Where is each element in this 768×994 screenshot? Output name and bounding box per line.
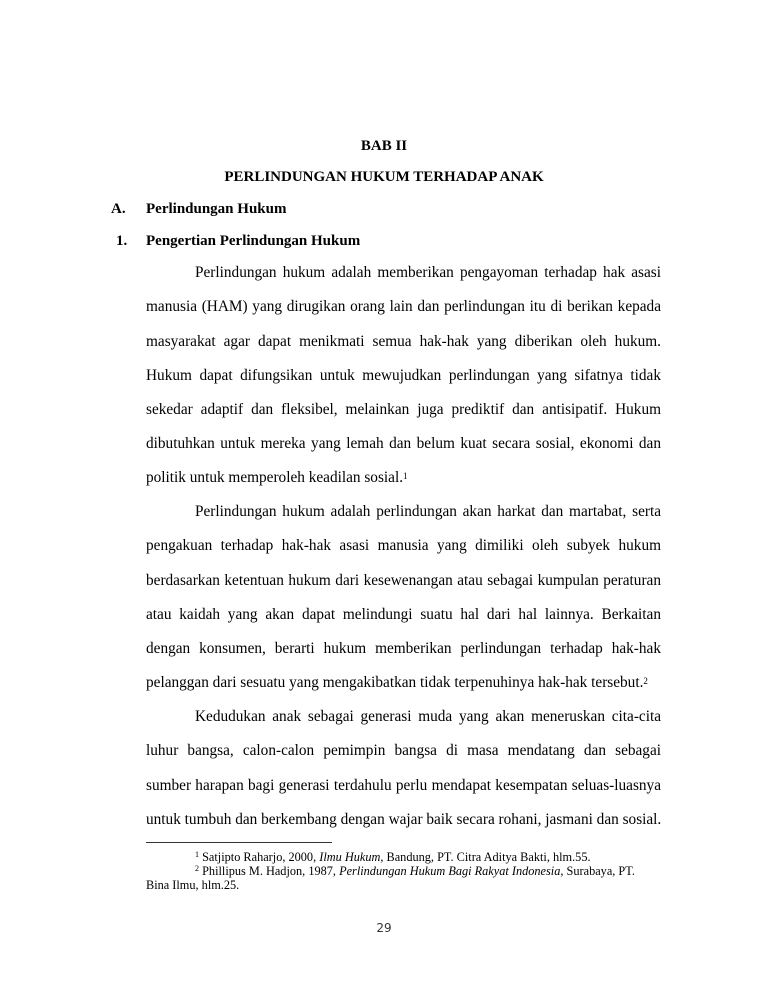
paragraph-line: Perlindungan hukum adalah perlindungan akan harkat dan martabat, serta <box>195 503 661 520</box>
footnote-text: , Bandung, PT. Citra Aditya Bakti, hlm.55. <box>380 850 591 864</box>
paragraph-line: dengan konsumen, berarti hukum memberikan perlindungan terhadap hak-hak <box>146 640 661 657</box>
paragraph-line: Perlindungan hukum adalah memberikan pengayoman terhadap hak asasi <box>195 264 661 281</box>
paragraph-line: atau kaidah yang akan dapat melindungi suatu hal dari hal lainnya. Berkaitan <box>146 606 661 623</box>
paragraph-text: pelanggan dari sesuatu yang mengakibatkan tidak terpenuhinya hak-hak tersebut. <box>146 674 644 691</box>
paragraph-line: manusia (HAM) yang dirugikan orang lain dan perlindungan itu di berikan kepada <box>146 298 661 315</box>
paragraph-line: sekedar adaptif dan fleksibel, melainkan juga prediktif dan antisipatif. Hukum <box>146 401 661 418</box>
footnote-text: Phillipus M. Hadjon, 1987, <box>202 864 340 878</box>
footnote-ref-2[interactable]: 2 <box>643 676 648 686</box>
footnote-title: Perlindungan Hukum Bagi Rakyat Indonesia <box>339 864 561 878</box>
paragraph-text: politik untuk memperoleh keadilan sosial. <box>146 469 404 486</box>
footnote-separator <box>146 842 332 843</box>
paragraph-line: sumber harapan bagi generasi terdahulu perlu mendapat kesempatan seluas-luasnya <box>146 777 661 794</box>
paragraph-line: pengakuan terhadap hak-hak asasi manusia yang dimiliki oleh subyek hukum <box>146 537 661 554</box>
paragraph-line: Kedudukan anak sebagai generasi muda yang akan meneruskan cita-cita <box>195 708 661 725</box>
footnote-1 <box>195 850 591 864</box>
paragraph-line: dibutuhkan untuk mereka yang lemah dan belum kuat secara sosial, ekonomi dan <box>146 435 661 452</box>
page-number: 29 <box>376 921 392 935</box>
paragraph-line <box>146 469 661 487</box>
paragraph-line: luhur bangsa, calon-calon pemimpin bangsa di masa mendatang dan sebagai <box>146 742 661 759</box>
footnote-number: 2 <box>195 864 199 873</box>
paragraph-line: untuk tumbuh dan berkembang dengan wajar baik secara rohani, jasmani dan sosial. <box>146 811 662 828</box>
footnote-number: 1 <box>195 850 199 859</box>
footnote-ref-1[interactable]: 1 <box>403 471 408 481</box>
chapter-number: BAB II <box>360 138 408 154</box>
subsection-marker: 1. <box>116 233 128 249</box>
footnote-text: Satjipto Raharjo, 2000, <box>202 850 320 864</box>
footnote-2-continuation: Bina Ilmu, hlm.25. <box>146 878 240 892</box>
subsection-title: Pengertian Perlindungan Hukum <box>146 233 361 249</box>
footnote-title: Ilmu Hukum <box>319 850 381 864</box>
chapter-title: PERLINDUNGAN HUKUM TERHADAP ANAK <box>224 169 544 185</box>
paragraph-line <box>146 674 661 692</box>
footnote-text: , Surabaya, PT. <box>560 864 635 878</box>
paragraph-line: berdasarkan ketentuan hukum dari kesewenangan atau sebagai kumpulan peraturan <box>146 572 661 589</box>
footnote-2 <box>195 864 635 878</box>
section-title: Perlindungan Hukum <box>146 201 287 217</box>
paragraph-line: Hukum dapat difungsikan untuk mewujudkan perlindungan yang sifatnya tidak <box>146 367 661 384</box>
paragraph-line: masyarakat agar dapat menikmati semua hak-hak yang diberikan oleh hukum. <box>146 333 661 350</box>
section-marker: A. <box>111 201 126 217</box>
